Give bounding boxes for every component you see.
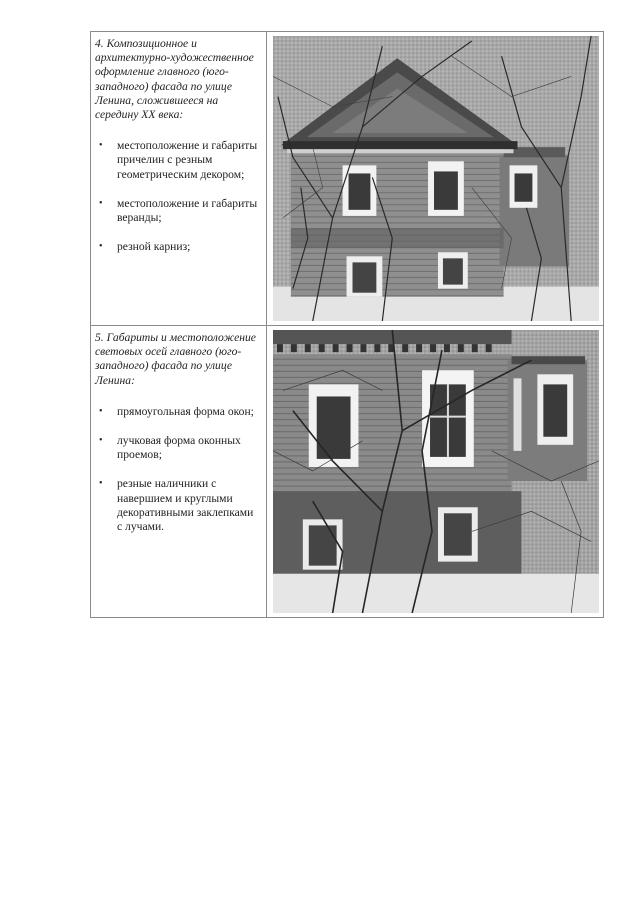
feature-list bbox=[95, 405, 260, 534]
list-item bbox=[95, 477, 260, 534]
features-table bbox=[90, 31, 604, 618]
bullet-icon: • bbox=[99, 435, 103, 447]
list-item-text: лучковая форма оконных проемов; bbox=[117, 434, 241, 462]
list-item-text: местоположение и габариты причелин с резным геометрическим декором; bbox=[117, 139, 258, 181]
list-item bbox=[95, 240, 260, 254]
list-item-text: резные наличники с навершием и круглыми декоративными заклепками с лучами. bbox=[117, 477, 254, 534]
list-item bbox=[95, 139, 260, 182]
row-heading: 4. Композиционное и архитектурно-художественное оформление главного (юго-западного) фасада по улице Ленина, сложившееся на середину XX века: bbox=[95, 37, 254, 122]
list-item-text: резной карниз; bbox=[117, 240, 191, 254]
house-facade-windows-photo bbox=[273, 330, 599, 613]
bullet-icon: • bbox=[99, 197, 103, 209]
list-item bbox=[95, 434, 260, 462]
list-item bbox=[95, 197, 260, 225]
feature-list bbox=[95, 139, 260, 254]
list-item bbox=[95, 405, 260, 419]
bullet-icon: • bbox=[99, 140, 103, 152]
bullet-icon: • bbox=[99, 478, 103, 490]
list-item-text: прямоугольная форма окон; bbox=[117, 404, 254, 418]
description-cell bbox=[91, 326, 267, 617]
bullet-icon: • bbox=[99, 405, 103, 417]
description-cell bbox=[91, 32, 267, 325]
table-row bbox=[91, 32, 603, 326]
photo-cell bbox=[267, 326, 603, 617]
table-row bbox=[91, 326, 603, 617]
bullet-icon: • bbox=[99, 241, 103, 253]
house-facade-gable-photo bbox=[273, 36, 599, 321]
row-heading: 5. Габариты и местоположение световых осей главного (юго-западного) фасада по улице Ленина: bbox=[95, 331, 256, 387]
list-item-text: местоположение и габариты веранды; bbox=[117, 196, 258, 225]
photo-cell bbox=[267, 32, 603, 325]
